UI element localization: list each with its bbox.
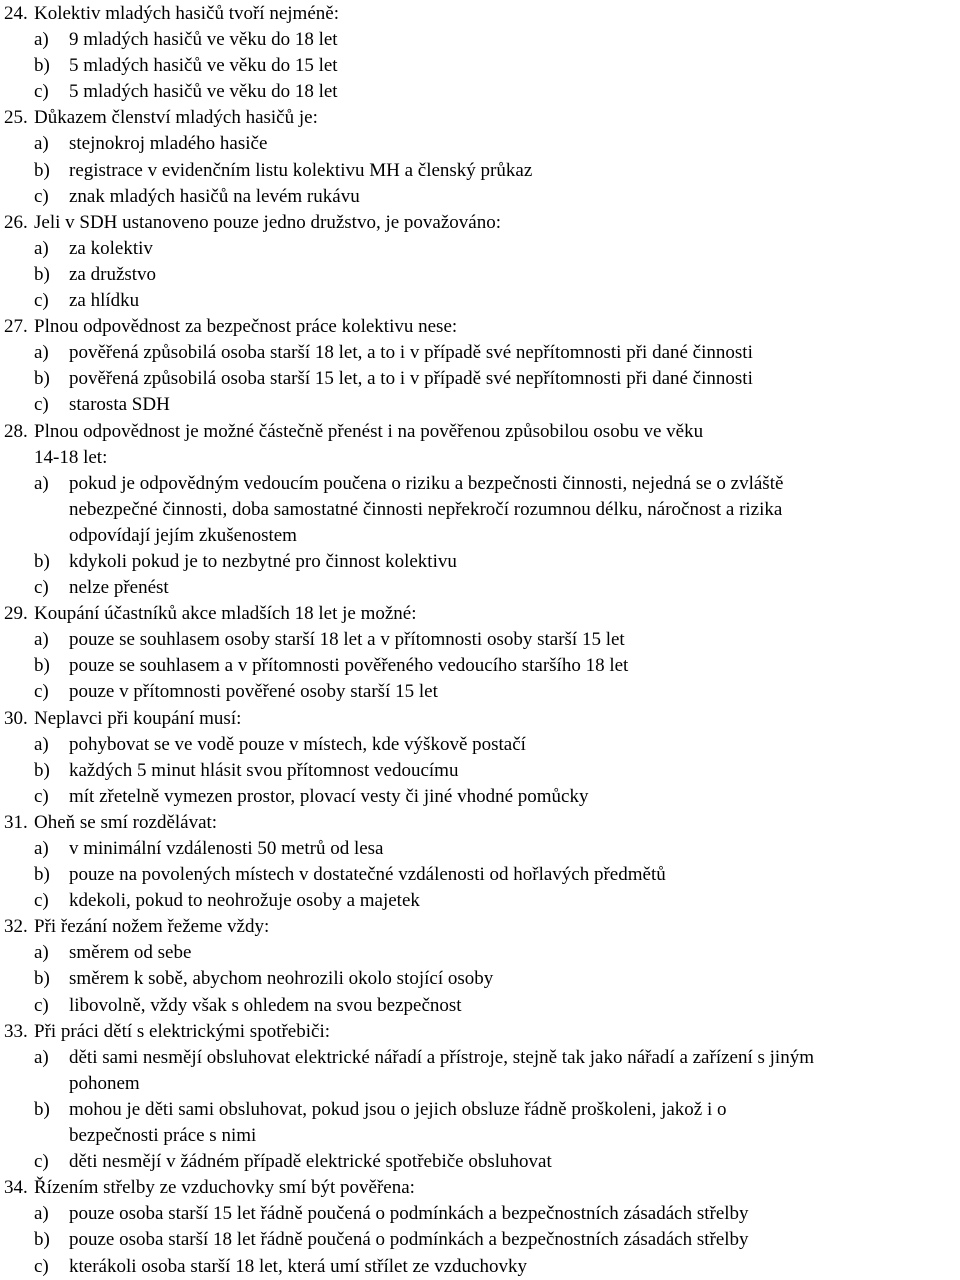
answer-option xyxy=(4,1201,960,1227)
question-number: 34. xyxy=(4,1177,28,1199)
answer-option xyxy=(4,1149,960,1175)
answer-option xyxy=(4,184,960,210)
question-line xyxy=(4,419,960,471)
answer-text: pouze osoba starší 18 let řádně poučená o podmínkách a bezpečnostních zásadách střelby xyxy=(69,1229,749,1251)
question-block xyxy=(4,1,960,105)
answer-text: stejnokroj mladého hasiče xyxy=(69,133,268,155)
document-page xyxy=(4,1,960,1280)
question-number: 31. xyxy=(4,811,28,833)
answer-text: nelze přenést xyxy=(69,577,169,599)
question-block xyxy=(4,1019,960,1176)
question-line xyxy=(4,706,960,732)
answer-letter: a) xyxy=(34,342,49,364)
answer-letter: b) xyxy=(34,968,50,990)
answer-text: pokud je odpovědným vedoucím poučena o riziku a bezpečnosti činnosti, nejedná se o zvláště nebezpečné činnosti, doba samostatné činnosti nepřekročí rozumnou délku, náročnost a rizika odpovídají jejím zkušenostem xyxy=(69,472,784,546)
answer-letter: b) xyxy=(34,368,50,390)
question-text: Při řezání nožem řežeme vždy: xyxy=(34,916,270,938)
answer-text: děti sami nesmějí obsluhovat elektrické nářadí a přístroje, stejně tak jako nářadí a zařízení s jiným pohonem xyxy=(69,1046,814,1094)
answer-letter: c) xyxy=(34,1151,49,1173)
question-text: Řízením střelby ze vzduchovky smí být pověřena: xyxy=(34,1177,415,1199)
answer-option xyxy=(4,784,960,810)
answer-letter: c) xyxy=(34,81,49,103)
answer-letter: a) xyxy=(34,237,49,259)
question-text: Důkazem členství mladých hasičů je: xyxy=(34,107,318,129)
answer-letter: c) xyxy=(34,681,49,703)
answer-letter: c) xyxy=(34,890,49,912)
answer-option xyxy=(4,288,960,314)
question-text: Plnou odpovědnost je možné částečně přenést i na pověřenou způsobilou osobu ve věku 14-18 let: xyxy=(34,420,704,468)
question-block xyxy=(4,1175,960,1279)
answer-text: kdekoli, pokud to neohrožuje osoby a majetek xyxy=(69,890,420,912)
answer-option xyxy=(4,27,960,53)
question-line xyxy=(4,314,960,340)
answer-option xyxy=(4,732,960,758)
answer-text: 5 mladých hasičů ve věku do 18 let xyxy=(69,81,338,103)
answer-text: směrem od sebe xyxy=(69,942,192,964)
question-block xyxy=(4,914,960,1018)
answer-option xyxy=(4,993,960,1019)
question-number: 27. xyxy=(4,316,28,338)
answer-letter: c) xyxy=(34,1255,49,1277)
question-block xyxy=(4,314,960,418)
answer-letter: b) xyxy=(34,1098,50,1120)
answer-letter: c) xyxy=(34,994,49,1016)
answer-text: 5 mladých hasičů ve věku do 15 let xyxy=(69,55,338,77)
answer-letter: a) xyxy=(34,1046,49,1068)
answer-text: starosta SDH xyxy=(69,394,170,416)
answer-letter: a) xyxy=(34,838,49,859)
answer-option xyxy=(4,966,960,992)
question-line xyxy=(4,1175,960,1201)
answer-text: za hlídku xyxy=(69,290,140,312)
answer-text: směrem k sobě, abychom neohrozili okolo stojící osoby xyxy=(69,968,494,990)
question-number: 33. xyxy=(4,1020,28,1042)
question-text: Koupání účastníků akce mladších 18 let je možné: xyxy=(34,603,417,625)
answer-option xyxy=(4,366,960,392)
question-line xyxy=(4,601,960,627)
answer-letter: b) xyxy=(34,1229,50,1251)
answer-text: pouze v přítomnosti pověřené osoby starší 15 let xyxy=(69,681,438,703)
question-number: 30. xyxy=(4,707,28,729)
answer-text: každých 5 minut hlásit svou přítomnost vedoucímu xyxy=(69,759,459,781)
answer-option xyxy=(4,131,960,157)
answer-text: kterákoli osoba starší 18 let, která umí střílet ze vzduchovky xyxy=(69,1255,527,1277)
question-block xyxy=(4,706,960,810)
answer-option xyxy=(4,1227,960,1253)
question-number: 32. xyxy=(4,916,28,938)
answer-option xyxy=(4,471,960,549)
question-block xyxy=(4,419,960,602)
answer-option xyxy=(4,79,960,105)
answer-letter: b) xyxy=(34,159,50,181)
question-number: 26. xyxy=(4,211,28,233)
answer-letter: a) xyxy=(34,133,49,155)
question-text: Kolektiv mladých hasičů tvoří nejméně: xyxy=(34,3,339,24)
answer-text: děti nesmějí v žádném případě elektrické spotřebiče obsluhovat xyxy=(69,1151,552,1173)
answer-text: znak mladých hasičů na levém rukávu xyxy=(69,185,360,207)
answer-text: za družstvo xyxy=(69,263,157,285)
answer-letter: b) xyxy=(34,759,50,781)
question-number: 29. xyxy=(4,603,28,625)
answer-option xyxy=(4,888,960,914)
question-block xyxy=(4,810,960,914)
question-line xyxy=(4,914,960,940)
answer-letter: b) xyxy=(34,55,50,77)
question-text: Plnou odpovědnost za bezpečnost práce kolektivu nese: xyxy=(34,316,458,338)
answer-option xyxy=(4,758,960,784)
answer-option xyxy=(4,53,960,79)
question-text: Při práci dětí s elektrickými spotřebiči: xyxy=(34,1020,331,1042)
question-line xyxy=(4,210,960,236)
answer-text: pohybovat se ve vodě pouze v místech, kde výškově postačí xyxy=(69,733,526,755)
question-block xyxy=(4,105,960,209)
answer-text: 9 mladých hasičů ve věku do 18 let xyxy=(69,29,338,51)
answer-letter: a) xyxy=(34,629,49,651)
question-line xyxy=(4,810,960,836)
question-block xyxy=(4,210,960,314)
answer-text: pouze se souhlasem osoby starší 18 let a v přítomnosti osoby starší 15 let xyxy=(69,629,625,651)
answer-option xyxy=(4,836,960,862)
answer-letter: c) xyxy=(34,290,49,312)
question-text: Jeli v SDH ustanoveno pouze jedno družstvo, je považováno: xyxy=(34,211,501,233)
answer-option xyxy=(4,1254,960,1280)
answer-text: pověřená způsobilá osoba starší 15 let, a to i v případě své nepřítomnosti při dané činnosti xyxy=(69,368,753,390)
answer-letter: a) xyxy=(34,29,49,51)
answer-text: libovolně, vždy však s ohledem na svou bezpečnost xyxy=(69,994,462,1016)
question-number: 24. xyxy=(4,3,28,24)
answer-letter: a) xyxy=(34,733,49,755)
answer-option xyxy=(4,575,960,601)
answer-option xyxy=(4,340,960,366)
answer-letter: c) xyxy=(34,394,49,416)
answer-letter: a) xyxy=(34,472,49,494)
answer-option xyxy=(4,158,960,184)
answer-option xyxy=(4,1097,960,1149)
answer-option xyxy=(4,392,960,418)
question-line xyxy=(4,105,960,131)
answer-letter: b) xyxy=(34,864,50,886)
answer-option xyxy=(4,940,960,966)
answer-option xyxy=(4,862,960,888)
answer-text: mít zřetelně vymezen prostor, plovací vesty či jiné vhodné pomůcky xyxy=(69,785,589,807)
question-number: 25. xyxy=(4,107,28,129)
question-text: Oheň se smí rozdělávat: xyxy=(34,811,218,833)
answer-text: v minimální vzdálenosti 50 metrů od lesa xyxy=(69,838,384,859)
answer-letter: c) xyxy=(34,785,49,807)
answer-option xyxy=(4,653,960,679)
answer-letter: a) xyxy=(34,942,49,964)
answer-letter: b) xyxy=(34,550,50,572)
answer-letter: c) xyxy=(34,577,49,599)
question-line xyxy=(4,1019,960,1045)
answer-option xyxy=(4,679,960,705)
answer-option xyxy=(4,262,960,288)
answer-letter: a) xyxy=(34,1203,49,1225)
answer-text: registrace v evidenčním listu kolektivu MH a členský průkaz xyxy=(69,159,533,181)
answer-text: pouze osoba starší 15 let řádně poučená o podmínkách a bezpečnostních zásadách střelby xyxy=(69,1203,749,1225)
answer-option xyxy=(4,236,960,262)
answer-option xyxy=(4,627,960,653)
answer-text: pouze se souhlasem a v přítomnosti pověřeného vedoucího staršího 18 let xyxy=(69,655,629,677)
answer-letter: c) xyxy=(34,185,49,207)
answer-text: mohou je děti sami obsluhovat, pokud jsou o jejich obsluze řádně proškoleni, jakož i o bezpečnosti práce s nimi xyxy=(69,1098,727,1147)
answer-text: za kolektiv xyxy=(69,237,153,259)
answer-option xyxy=(4,549,960,575)
question-block xyxy=(4,601,960,705)
question-text: Neplavci při koupání musí: xyxy=(34,707,242,729)
answer-text: pověřená způsobilá osoba starší 18 let, a to i v případě své nepřítomnosti při dané činnosti xyxy=(69,342,753,364)
answer-option xyxy=(4,1045,960,1097)
question-line xyxy=(4,1,960,27)
answer-text: pouze na povolených místech v dostatečné vzdálenosti od hořlavých předmětů xyxy=(69,864,666,886)
answer-letter: b) xyxy=(34,655,50,677)
answer-text: kdykoli pokud je to nezbytné pro činnost kolektivu xyxy=(69,550,457,572)
answer-letter: b) xyxy=(34,263,50,285)
question-number: 28. xyxy=(4,420,28,442)
